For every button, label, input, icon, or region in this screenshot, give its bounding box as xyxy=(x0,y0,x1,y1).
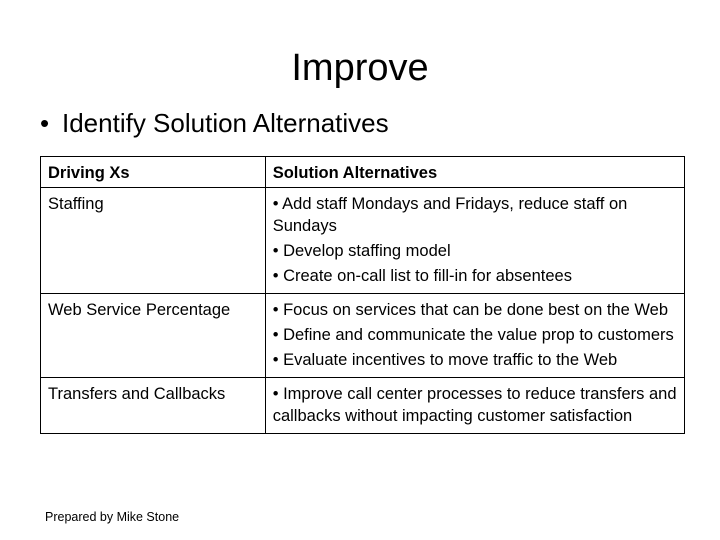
solution-item: • Develop staffing model xyxy=(272,242,451,260)
bullet-marker: • xyxy=(40,108,50,138)
header-driving-xs: Driving Xs xyxy=(41,157,266,188)
solution-item: • Add staff Mondays and Fridays, reduce staff on Sundays xyxy=(272,195,628,235)
slide-title: Improve xyxy=(291,47,429,89)
solution-item: • Evaluate incentives to move traffic to the Web xyxy=(272,351,618,369)
solution-item: • Create on-call list to fill-in for absentees xyxy=(272,267,572,285)
table-row xyxy=(41,188,685,294)
solutions-table xyxy=(40,156,685,434)
solutions-cell xyxy=(265,378,684,434)
solutions-cell xyxy=(265,294,684,378)
solution-item: • Focus on services that can be done best on the Web xyxy=(272,301,668,319)
driver-cell: Transfers and Callbacks xyxy=(41,378,266,434)
table-row xyxy=(41,294,685,378)
bullet-text: Identify Solution Alternatives xyxy=(62,108,389,138)
bullet-identify-solutions xyxy=(40,106,389,140)
solution-item: • Improve call center processes to reduce transfers and callbacks without impacting customer satisfaction xyxy=(272,385,677,425)
solution-item: • Define and communicate the value prop to customers xyxy=(272,326,674,344)
driver-cell: Web Service Percentage xyxy=(41,294,266,378)
footer-prepared-by: Prepared by Mike Stone xyxy=(45,510,180,524)
driver-cell: Staffing xyxy=(41,188,266,294)
table-header-row xyxy=(41,157,685,188)
solutions-cell xyxy=(265,188,684,294)
header-solution-alternatives: Solution Alternatives xyxy=(265,157,684,188)
table-row xyxy=(41,378,685,434)
